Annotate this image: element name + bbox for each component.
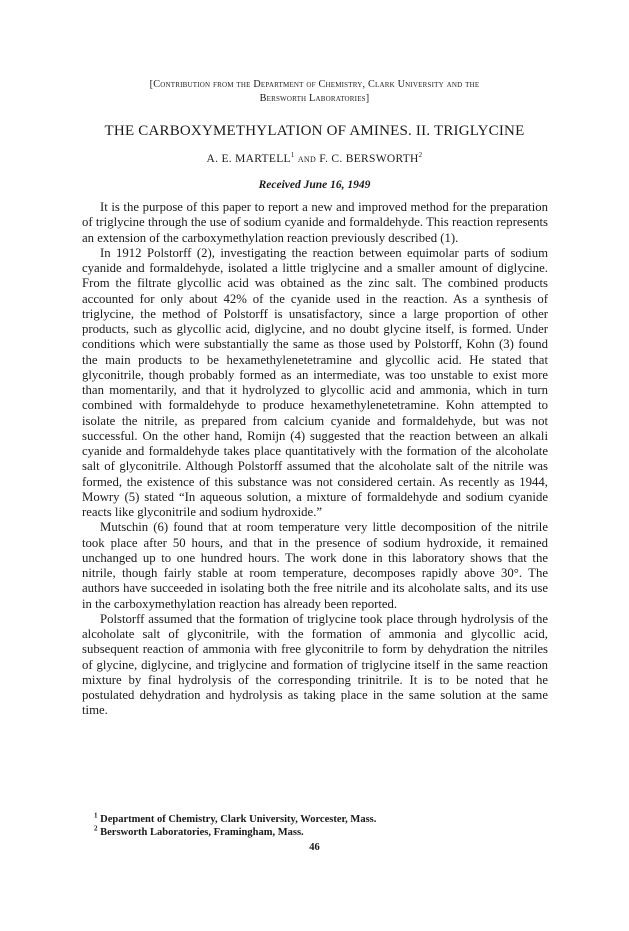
footnote	[82, 826, 548, 839]
contribution-line-1: [Contribution from the Department of Chemistry, Clark University and the	[149, 79, 480, 90]
footnote-text: Department of Chemistry, Clark University, Worcester, Mass.	[100, 814, 377, 825]
author-line	[40, 152, 589, 166]
author-conjunction: and	[297, 153, 317, 165]
article-title: THE CARBOXYMETHYLATION OF AMINES. II. TRIGLYCINE	[104, 123, 525, 139]
received-date: Received June 16, 1949	[258, 179, 371, 191]
paragraph: In 1912 Polstorff (2), investigating the reaction between equimolar parts of sodium cyanide and formaldehyde, isolated a little triglycine and a smaller amount of diglycine. From the filtrate glycollic acid was obtained as the zinc salt. The combined products accounted for only about 42% of the cyanide used in the reaction. As a synthesis of triglycine, the method of Polstorff is unsatisfactory, since a large proportion of other products, such as glycollic acid, diglycine, and no doubt glycine itself, is formed. Under conditions which were substantially the same as those used by Polstorff, Kohn (3) found the main products to be hexamethylenetetramine and glycollic acid. He stated that glyconitrile, though probably formed as an intermediate, was too unstable to exist more than momentarily, and that it hydrolyzed to glycollic acid and ammonia, which in turn combined with formaldehyde to produce hexamethylenetetramine. Kohn attempted to isolate the nitrile, as prepared from calcium cyanide and formaldehyde, but was not successful. On the other hand, Romijn (4) suggested that the reaction between an alkali cyanide and formaldehyde takes place quantitatively with the formation of the alcoholate salt of glyconitrile. Although Polstorff assumed that the alcoholate salt of the nitrile was formed, the existence of this substance was not considered certain. As recently as 1944, Mowry (5) stated “In aqueous solution, a mixture of formaldehyde and sodium cyanide reacts like glyconitrile and sodium hydroxide.”	[82, 245, 548, 519]
footnote-mark: 2	[94, 824, 98, 833]
paragraph: It is the purpose of this paper to report a new and improved method for the preparation of triglycine through the use of sodium cyanide and formaldehyde. This reaction represents an extension of the carboxymethylation reaction previously described (1).	[82, 200, 548, 245]
paragraph: Mutschin (6) found that at room temperature very little decomposition of the nitrile took place after 50 hours, and that in the presence of sodium hydroxide, it remained unchanged up to one hundred hours. The work done in this laboratory shows that the nitrile, though fairly stable at room temperature, decomposes rapidly above 30°. The authors have succeeded in isolating both the free nitrile and its alcoholate salts, and its use in the carboxymethylation reaction has already been reported.	[82, 520, 548, 611]
footnote-mark: 1	[94, 811, 98, 820]
author-2: F. C. BERSWORTH	[319, 153, 419, 165]
footnote	[82, 813, 548, 826]
author-1: A. E. MARTELL	[206, 153, 291, 165]
contribution-header	[60, 78, 569, 106]
footnotes	[82, 813, 548, 839]
article-body	[82, 200, 548, 719]
footnote-mark-2: 2	[418, 151, 423, 160]
paragraph: Polstorff assumed that the formation of triglycine took place through hydrolysis of the alcoholate salt of glyconitrile, with the formation of ammonia and glycollic acid, subsequent reaction of ammonia with free glyconitrile to form by dehydration the nitriles of glycine, diglycine, and triglycine and formation of triglycine itself in the same reaction mixture by final hydrolysis of the corresponding trinitrile. It is to be noted that he postulated dehydration and hydrolysis as taking place in the same solution at the same time.	[82, 611, 548, 718]
footnote-mark-1: 1	[290, 151, 295, 160]
contribution-line-2: Bersworth Laboratories]	[259, 93, 370, 104]
page-number: 46	[309, 842, 320, 853]
footnote-text: Bersworth Laboratories, Framingham, Mass.	[100, 827, 304, 838]
